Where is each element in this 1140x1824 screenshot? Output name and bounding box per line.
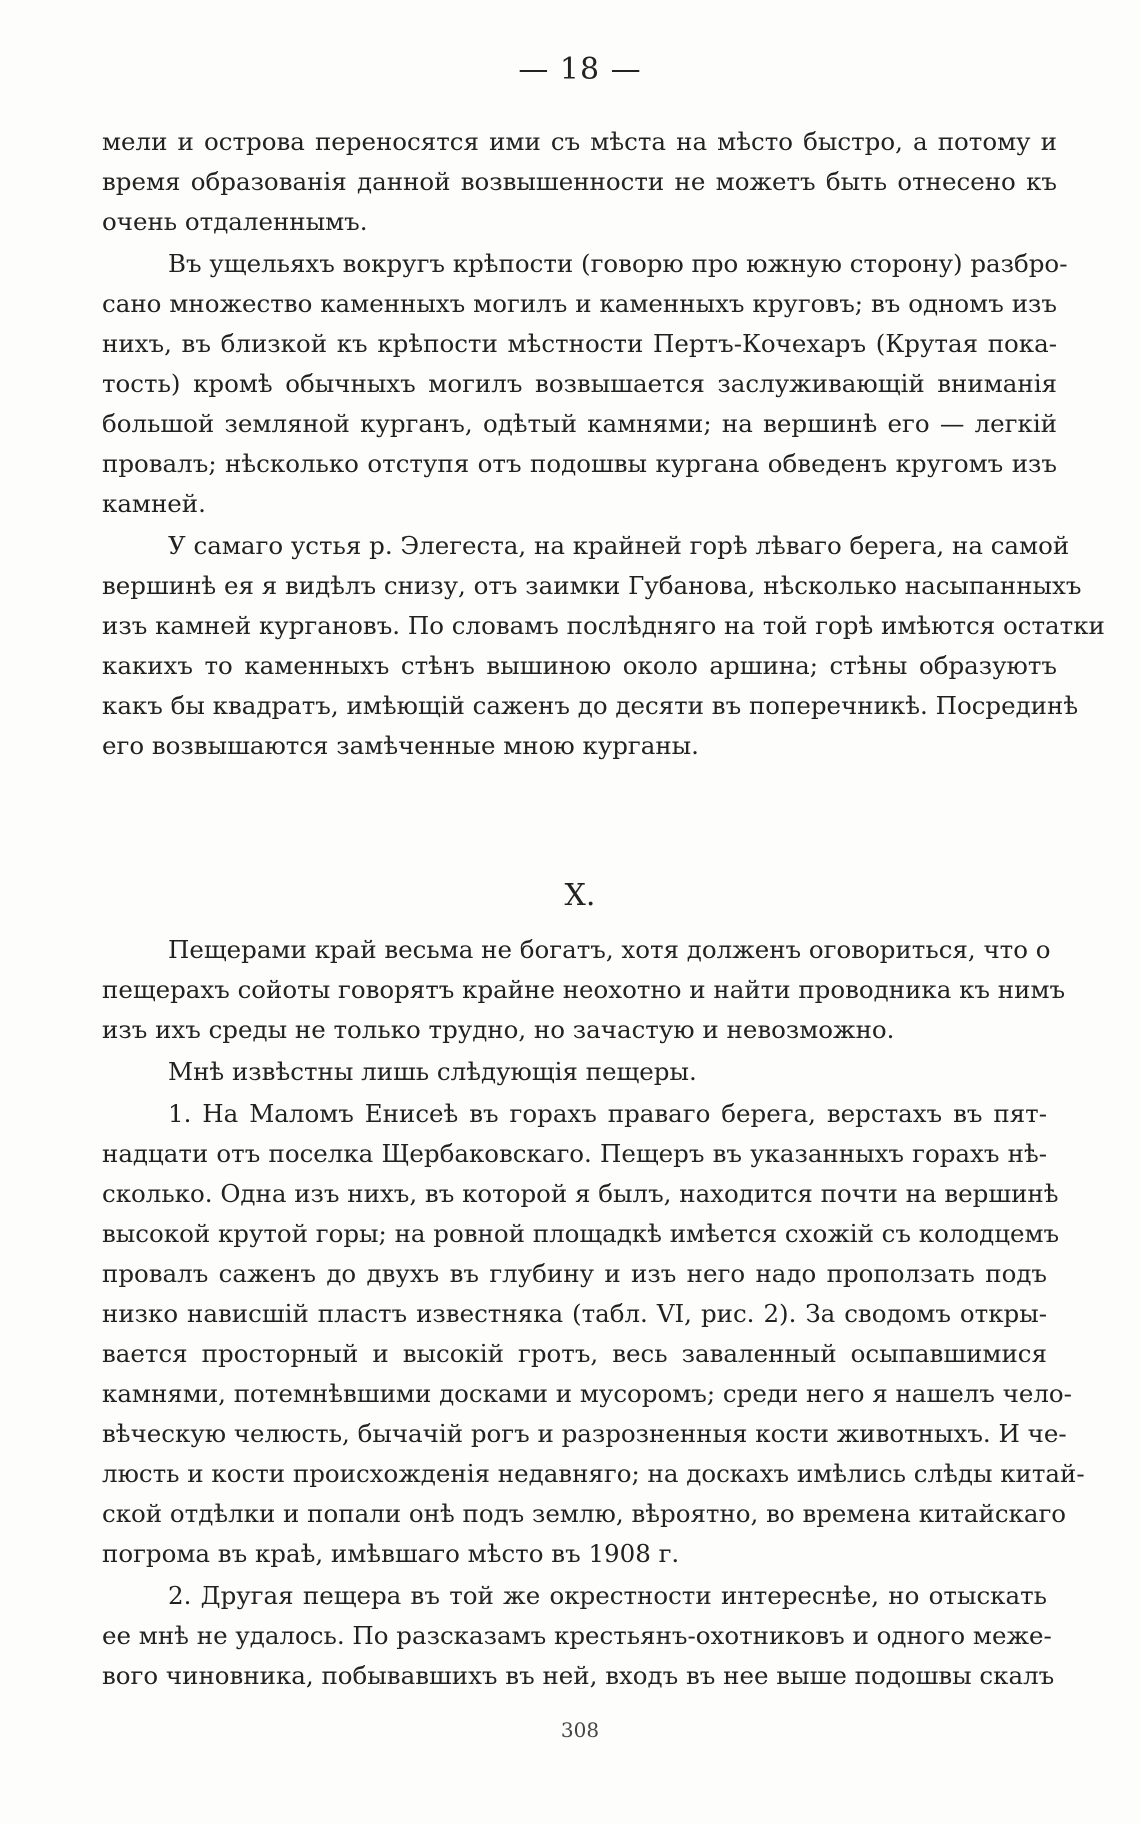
- text-line: изъ камней кургановъ. По словамъ послѣдняго на той горѣ имѣются остатки: [102, 611, 1105, 640]
- text-line: вого чиновника, побывавшихъ въ ней, входъ въ нее выше подошвы скалъ: [102, 1661, 1055, 1690]
- text-block-top: [102, 122, 1105, 768]
- text-line: люсть и кости происхожденія недавняго; на доскахъ имѣлись слѣды китай-: [102, 1459, 1085, 1488]
- text-line: камнями, потемнѣвшими досками и мусоромъ; среди него я нашелъ чело-: [102, 1379, 1072, 1408]
- text-line: У самаго устья р. Элегеста, на крайней горѣ лѣваго берега, на самой: [168, 531, 1070, 560]
- paragraph: [102, 526, 1105, 766]
- paragraph: [102, 122, 1057, 242]
- text-block-bottom: [102, 930, 1085, 1698]
- text-line: сано множество каменныхъ могилъ и каменныхъ круговъ; въ одномъ изъ: [102, 289, 1057, 318]
- paragraph: [102, 1576, 1055, 1696]
- text-line: провалъ; нѣсколько отступя отъ подошвы кургана обведенъ кругомъ изъ: [102, 449, 1057, 478]
- section-heading: X.: [564, 878, 596, 913]
- text-line: ской отдѣлки и попали онѣ подъ землю, вѣроятно, во времена китайскаго: [102, 1499, 1067, 1528]
- paragraph: [102, 1094, 1085, 1574]
- text-line: провалъ саженъ до двухъ въ глубину и изъ него надо проползать подъ: [102, 1259, 1047, 1288]
- text-line: Въ ущельяхъ вокругъ крѣпости (говорю про южную сторону) разбро-: [168, 249, 1068, 278]
- paragraph: [102, 930, 1066, 1050]
- text-line: вѣческую челюсть, бычачій рогъ и разрозненныя кости животныхъ. И че-: [102, 1419, 1067, 1448]
- text-line: нихъ, въ близкой къ крѣпости мѣстности Пертъ-Кочехаръ (Крутая пока-: [102, 329, 1057, 358]
- text-line: какихъ то каменныхъ стѣнъ вышиною около аршина; стѣны образуютъ: [102, 651, 1057, 680]
- text-line: погрома въ краѣ, имѣвшаго мѣсто въ 1908 г.: [102, 1539, 680, 1568]
- signature-mark: 308: [560, 1718, 600, 1742]
- text-line: пещерахъ сойоты говорятъ крайне неохотно и найти проводника къ нимъ: [102, 975, 1066, 1004]
- text-line: высокой крутой горы; на ровной площадкѣ имѣется схожій съ колодцемъ: [102, 1219, 1060, 1248]
- page-number: — 18 —: [518, 52, 642, 87]
- text-line: мели и острова переносятся ими съ мѣста на мѣсто быстро, а потому и: [102, 127, 1057, 156]
- text-line: вершинѣ ея я видѣлъ снизу, отъ заимки Губанова, нѣсколько насыпанныхъ: [102, 571, 1082, 600]
- paragraph: [102, 1052, 1047, 1092]
- text-line: Мнѣ извѣстны лишь слѣдующія пещеры.: [168, 1057, 697, 1086]
- text-line: надцати отъ поселка Щербаковскаго. Пещеръ въ указанныхъ горахъ нѣ-: [102, 1139, 1047, 1168]
- text-line: большой земляной курганъ, одѣтый камнями; на вершинѣ его — легкій: [102, 409, 1057, 438]
- text-line: низко нависшій пластъ известняка (табл. VI, рис. 2). За сводомъ откры-: [102, 1299, 1047, 1328]
- text-line: время образованія данной возвышенности не можетъ быть отнесено къ: [102, 167, 1057, 196]
- text-line: Пещерами край весьма не богатъ, хотя долженъ оговориться, что о: [168, 935, 1051, 964]
- text-line: какъ бы квадратъ, имѣющій саженъ до десяти въ поперечникѣ. Посрединѣ: [102, 691, 1079, 720]
- text-line: тость) кромѣ обычныхъ могилъ возвышается заслуживающій вниманія: [102, 369, 1057, 398]
- paragraph: [102, 244, 1068, 524]
- text-line: вается просторный и высокій гротъ, весь заваленный осыпавшимися: [102, 1339, 1047, 1368]
- text-line: сколько. Одна изъ нихъ, въ которой я былъ, находится почти на вершинѣ: [102, 1179, 1059, 1208]
- text-line: камней.: [102, 489, 206, 518]
- text-line: ее мнѣ не удалось. По разсказамъ крестьянъ-охотниковъ и одного меже-: [102, 1621, 1052, 1650]
- text-line: изъ ихъ среды не только трудно, но зачастую и невозможно.: [102, 1015, 895, 1044]
- text-line: 1. На Маломъ Енисеѣ въ горахъ праваго берега, верстахъ въ пят-: [168, 1099, 1047, 1128]
- text-line: 2. Другая пещера въ той же окрестности интереснѣе, но отыскать: [168, 1581, 1047, 1610]
- text-line: очень отдаленнымъ.: [102, 207, 368, 236]
- text-line: его возвышаются замѣченные мною курганы.: [102, 731, 699, 760]
